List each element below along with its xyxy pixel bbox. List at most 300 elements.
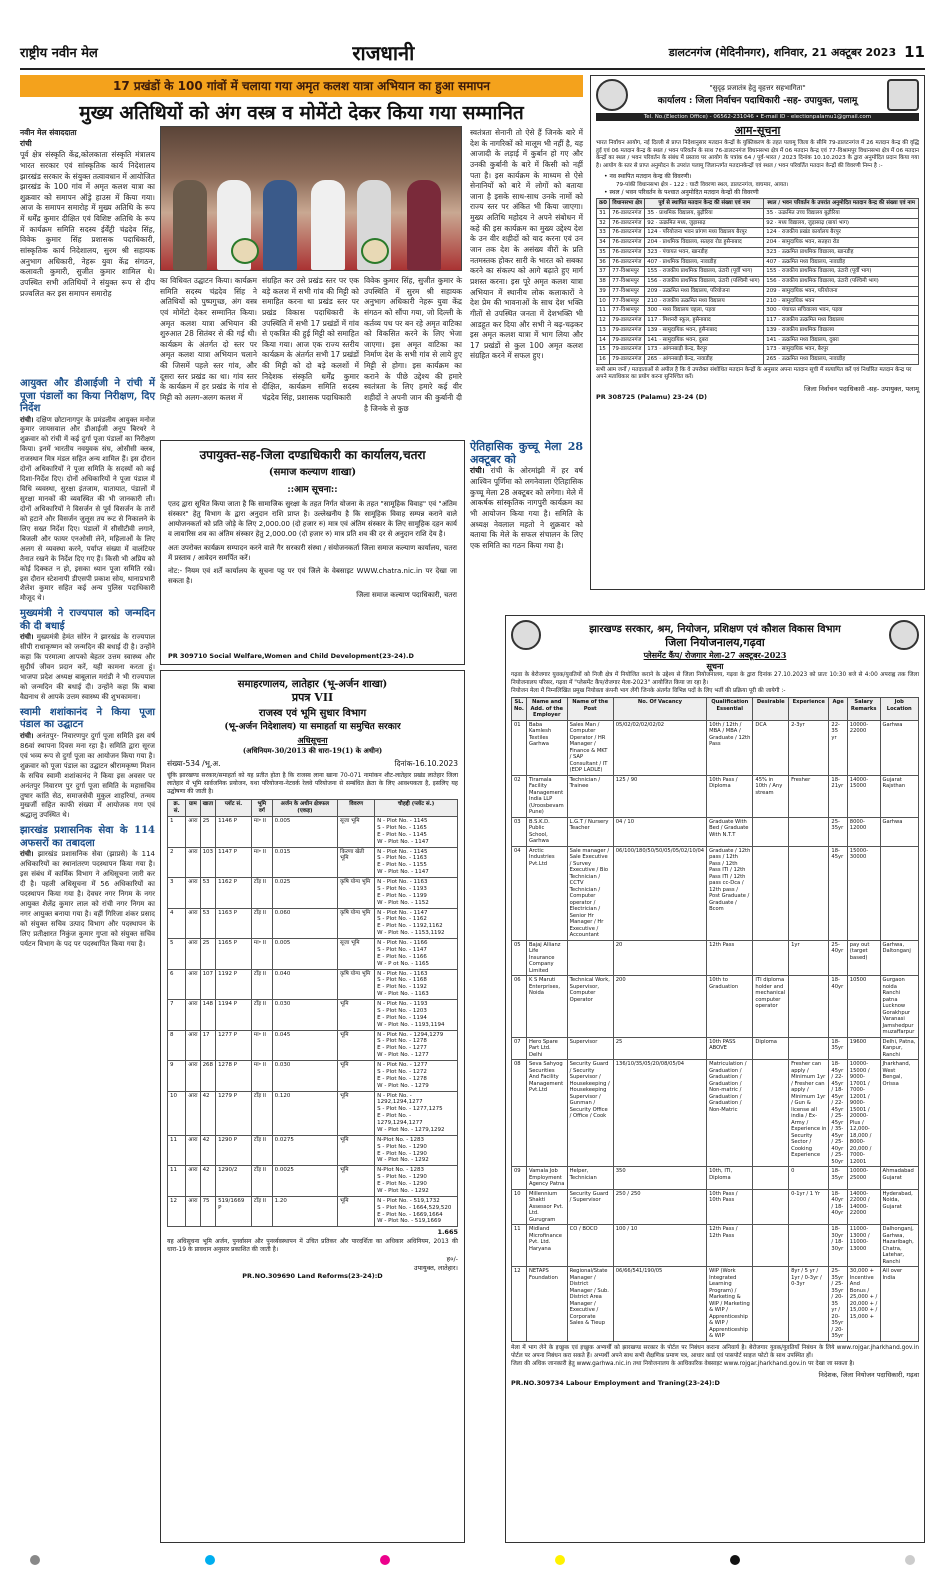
table-cell: 92 · मध्य विद्यालय, जुड़ासाढ़ (बायां भाग) <box>764 218 919 228</box>
table-cell: 323 · उत्क्रमित प्राथमिक विद्यालय, खानडीह <box>764 247 919 257</box>
table-cell: 300 · पंचायत सचिवालय भवन, पड़वा <box>764 306 919 316</box>
table-header-cell: Name and Add. of the Employer <box>526 698 567 721</box>
table-cell: 25 <box>613 1037 706 1060</box>
table-row <box>597 257 919 267</box>
table-cell: N - Plot No. - 1163 S - Plot No. - 1168 E - Plot No. - 1192 W - Plot No. - 1163 <box>375 969 458 1000</box>
table-row <box>168 1061 458 1092</box>
table-cell: 173 · आंगनबाड़ी केन्द्र, बैरपुर <box>645 345 764 355</box>
news-place: रांची। <box>20 415 34 424</box>
table-cell: 0.060 <box>272 908 337 939</box>
table-cell: कृषि योग्य भूमि <box>338 908 375 939</box>
table-cell: 250 / 250 <box>613 1189 706 1225</box>
table-cell: 0.0275 <box>272 1135 337 1166</box>
table-cell: 0.005 <box>272 817 337 848</box>
table-cell: 77-विश्रामपुर <box>610 306 645 316</box>
table-header-cell: विधानसभा क्षेत्र <box>610 199 645 209</box>
jharkhand-emblem-icon <box>511 620 541 650</box>
table-cell: 0 <box>789 1167 829 1190</box>
table-cell: मा॰ II <box>251 1030 272 1061</box>
table-row <box>597 316 919 326</box>
land-total: 1.665 <box>437 1228 458 1237</box>
skill-logo-icon <box>889 620 919 650</box>
table-cell: ITI diploma holder and mechanical computer operator <box>753 976 789 1038</box>
jobfair-event: प्लेसमेंट कैंप/ रोजगार मेला-27 अक्टूबर-2023 <box>643 650 787 660</box>
table-cell: मा॰ II <box>251 1061 272 1092</box>
table-cell: pay out (target based) <box>847 940 880 976</box>
table-cell: 10th, ITI, Diploma <box>707 1167 753 1190</box>
jobfair-notice <box>505 615 925 1543</box>
table-cell: 18-45yr / 22-45yr / 18-45yr / 22-45yr / 25-45yr / 35-45yr / 25-40yr / 25-50yr <box>829 1060 847 1167</box>
lead-photo <box>160 126 462 271</box>
table-cell: आरा <box>186 847 200 878</box>
table-cell: 100 / 10 <box>613 1225 706 1267</box>
table-cell: 03 <box>512 817 527 846</box>
table-row <box>168 847 458 878</box>
election-bullet-1: • नव स्थापित मतदान केन्द्र की विवरणी। <box>604 173 692 181</box>
lead-col-4: विवेक कुमार सिंह, सुजीत कुमार के उपस्थिति में सुरम श्री सहायक अनुभाग अधिकारी नेहरू युवा केंद्र संगठन को सौंपा गया, जो दिल्ली के कर्तव्य पथ पर बन रहे अमृत वाटिका को विकसित करने के लिए भेजा जाएगा। इस अमृत वाटिका का निर्माण देश के सभी गांव से लाये हुए मिट्टी से होगा। इस कार्यक्रम का कराने के पीछे उद्देश्य की हमारे स्वतंत्रता के लिए हमारे कई वीर शहीदों ने अपनी जान की कुर्बानी दी है जिनके से कुछ <box>364 276 462 413</box>
table-cell: 79-डालटनगंज <box>610 355 645 365</box>
welfare-title: ::आम सूचना:: <box>287 485 338 495</box>
table-row <box>168 817 458 848</box>
table-cell: 1192 P <box>216 969 252 1000</box>
table-cell: Dalhonganj, Garhwa, Hazaribagh, Chatra, Latehar, Ranchi <box>880 1225 918 1267</box>
land-act: अधिसूचना <box>297 735 328 745</box>
land-table <box>167 799 458 1227</box>
lead-col-5: स्वतंत्रता सेनानी तो ऐसे हैं जिनके बारे में देश के नागरिकों को मालूम भी नहीं है, यह आजादी के लड़ाई में कुर्बान हो गए और उनकी कुर्बानी के बारे में किसी को नहीं पता है। इस कार्यक्रम के माध्यम से ऐसे सेनानियों को बारे में लोगों को बताया जाना है इसके साथ-साथ उनके नामों को राज्य स्तर पर अंकित भी किया जाएगा। मुख्य अतिथि महोदय ने अपने संबोधन में कहे की इस कार्यक्रम का मुख्य उद्देश्य देश के उन वीर शहीदों को याद करना एवं उन जान तक देश के असंख्य वीरों के प्रति नतमस्तक होकर सारी के भारत को सबका करने का संकल्प को आगे बढ़ाते हुए मार्ग प्रशस्त करना। इस पूरे अमृत कलश यात्रा अभियान में स्थानीय लोक कलाकारों ने देश प्रेम की भावनाओं के साथ देश भक्ति गीतों से उपस्थित जनता में देशभक्ति भी आडहूत कर दिया और सभी ने बढ़-चढ़कर इस अमृत कलश यात्रा में भाग लिया और 17 प्रखंडों से कुल 100 अमृत कलश संग्रहित करने में सफल हुए। <box>470 128 583 361</box>
table-cell: 4 <box>168 908 186 939</box>
table-cell: 16 <box>597 355 610 365</box>
table-row <box>512 1267 919 1342</box>
table-cell: Security Guard / Supervisor <box>567 1189 613 1225</box>
table-row <box>168 1196 458 1227</box>
news-text: रांची के ओरमांझी में हर वर्ष आश्विन पूर्णिमा को लगनेवाला ऐतिहासिक कुच्चू मेला 28 अक्टूबर को लगेगा। मेले में आकर्षक सांस्कृतिक नागपुरी कार्यक्रम का भी आयोजन किया गया है। समिति के अध्यक्ष नेवलाल महतो ने शुक्रवार को बताया कि मेले के सफल संचालन के लिए एक समिति का गठन किया गया है। <box>470 466 583 550</box>
table-cell: कृषि योग्य भूमि <box>338 878 375 909</box>
table-cell: 77-विश्रामपुर <box>610 267 645 277</box>
election-signature: जिला निर्वाचन पदाधिकारी -सह- उपायुक्त, पलामू <box>804 385 919 394</box>
news-item <box>20 608 155 703</box>
table-cell: 14000-15000 <box>847 775 880 817</box>
table-cell: 76-डालटनगंज <box>610 238 645 248</box>
masthead <box>20 36 925 70</box>
table-cell: 1yr <box>789 940 829 976</box>
table-cell: Hyderabad, Noida, Gujarat <box>880 1189 918 1225</box>
table-cell: CO / BOCO <box>567 1225 613 1267</box>
election-notice <box>590 75 925 590</box>
table-row <box>168 1135 458 1166</box>
table-cell: 25 <box>200 939 216 970</box>
table-cell: आरा <box>186 878 200 909</box>
welfare-body-2: अतः उपरोक्त कार्यक्रम सम्पादन करने वाले गैर सरकारी संस्था / संयोजनकर्ता जिला समाज कल्याण कार्यालय, चतरा में प्रस्ताव / आवेदन समर्पित करें। <box>168 543 457 562</box>
table-cell: N-Plot No. - 1283 S - Plot No. - 1290 E - Plot No. - 1290 W - Plot No. - 1292 <box>375 1135 458 1166</box>
news-place: रांची। <box>20 850 34 859</box>
land-sub: (भू-अर्जन निदेशालय) या समाहर्ता या समुचित सरकार <box>224 722 401 732</box>
table-cell: N - Plot No. - 1145 S - Plot No. - 1165 E - Plot No. - 1145 W - Plot No. - 1147 <box>375 817 458 848</box>
table-cell: Seva Sahyog Securities And Facility Management Pvt.Ltd <box>526 1060 567 1167</box>
table-cell: 12 <box>168 1196 186 1227</box>
table-cell <box>789 1225 829 1267</box>
table-cell <box>753 1060 789 1167</box>
table-cell: 0.025 <box>272 878 337 909</box>
table-cell: 10000-25000 <box>847 1167 880 1190</box>
land-notice <box>160 670 465 1543</box>
election-bullet-2-text: स्थल / भवन परिवर्तन के पश्चात अनुमोदित मतदान केन्द्रों की विवरणी <box>609 189 759 197</box>
table-cell: Diploma <box>753 1037 789 1060</box>
table-cell <box>753 940 789 976</box>
table-cell: मा॰ II <box>251 817 272 848</box>
table-header-cell: Salary Remarks <box>847 698 880 721</box>
table-row <box>168 908 458 939</box>
color-mark <box>205 1555 215 1565</box>
table-cell: टाँड़ II <box>251 969 272 1000</box>
table-cell <box>753 1189 789 1225</box>
news-title: मुख्यमंत्री ने राज्यपाल को जन्मदिन की दी बधाई <box>20 608 155 632</box>
table-cell: 32 <box>597 218 610 228</box>
land-pr: PR.NO.309690 Land Reforms(23-24):D <box>242 1272 383 1281</box>
table-cell: 79-डालटनगंज <box>610 325 645 335</box>
table-cell: Sale manager / Sale Executive / Survey Executive / Bio Technician / CCTV Technician / Computer operator / Electrician / Senior Hr Manager / Hr Executive / Accountant <box>567 846 613 940</box>
table-cell: 42 <box>200 1091 216 1135</box>
table-cell: 519/1669 P <box>216 1196 252 1227</box>
election-bullet-1-text: नव स्थापित मतदान केन्द्र की विवरणी। <box>609 173 692 181</box>
table-row <box>168 969 458 1000</box>
news-text: मुख्यमंत्री हेमंत सोरेन ने झारखंड के राज्यपाल सीपी राधाकृष्णन को जन्मदिन की बधाई दी है। उन्होंने कहा कि परमात्मा आपको बेहतर उत्तम स्वास्थ्य और सुदीर्घ जीवन प्रदान करें, यही कामना करता हूं। भाजपा प्रदेश अध्यक्ष बाबूलाल मरांडी ने भी राज्यपाल को जन्मदिन की बधाई दी। उन्होंने कहा कि बाबा वैद्यनाथ से आपके उत्तम स्वास्थ्य की शुभकामना। <box>20 633 155 701</box>
left-news-column <box>20 378 155 1543</box>
news-place: रांची। <box>470 466 485 476</box>
table-cell: Garhwa, Daltonganj <box>880 940 918 976</box>
table-cell: 06/100/180/50/50/05/05/02/10/04 <box>613 846 706 940</box>
table-cell: 33 <box>597 228 610 238</box>
table-cell <box>789 1037 829 1060</box>
welfare-office: उपायुक्त-सह-जिला दण्डाधिकारी का कार्यालय,चतरा <box>199 448 426 462</box>
jobfair-footer: मेला में भाग लेने के इच्छुक एवं इच्छुक अभ्यर्थी को झारखण्ड सरकार के पोर्टल पर निबंधन कराना अनिवार्य है। बेरोजगार युवक/युवतियाँ निबंधन के लिये www.rojgar.jharkhand.gov.in पोर्टल पर अपना निबंधन करा सकते हैं। अभ्यर्थी अपने साथ सभी शैक्षणिक प्रमाण पत्र, आधार कार्ड एवं पासपोर्ट साइज फोटो के साथ उपस्थित हों। <box>511 1344 919 1359</box>
table-cell: 10 <box>597 296 610 306</box>
table-cell: 1277 P <box>216 1030 252 1061</box>
table-cell: 77-विश्रामपुर <box>610 296 645 306</box>
table-cell: मा॰ II <box>251 847 272 878</box>
table-cell: 10500 <box>847 976 880 1038</box>
table-cell: 1279 P <box>216 1091 252 1135</box>
table-cell: 12 <box>512 1267 527 1342</box>
table-cell: भूमि <box>338 1061 375 1092</box>
lead-col-2: का विधिवत उद्घाटन किया। कार्यक्रम समिति सदस्य चंद्रदेव सिंह ने अतिथियों को पुष्पगुच्छ, अंग वस्त्र एवं मोमेंटो देकर सम्मानित किया। अमृत कलश यात्रा अभियान की शुरुआत 28 सितंबर से की गई थी। कार्यक्रम के अंतर्गत दो स्तर पर अमृत कलश यात्रा अभियान चलाने की जिसमें पहले स्तर गांव, और दूसरा स्तर प्रखंड का था। गांव स्तर के कार्यक्रम में हर प्रखंड के गांव से मिट्टी को अलग-अलग कलश में <box>160 276 257 403</box>
table-cell: 0.0025 <box>272 1166 337 1197</box>
table-cell: आरा <box>186 1091 200 1135</box>
page-number: 11 <box>904 43 925 61</box>
jobfair-title: सूचना <box>706 661 724 671</box>
color-mark <box>905 1555 915 1565</box>
jobfair-office: जिला नियोजनालय,गढ़वा <box>665 635 765 649</box>
table-cell: 9 <box>168 1061 186 1092</box>
table-cell: 117 · मिशनरी स्कूल, हुसैनाबाद <box>645 316 764 326</box>
table-header-cell: चौहद्दी (प्लॉट सं.) <box>375 800 458 817</box>
table-cell: 173 · सामुदायिक भवन, बैरपुर <box>764 345 919 355</box>
table-cell: 34 <box>597 238 610 248</box>
lead-col-3: संग्रहित कर उसे प्रखंड स्तर पर एक बड़े कलश में सभी गांव की मिट्टी को समाहित करना था प्रखंड स्तर पर प्रखंड विकास पदाधिकारी के उपस्थिति में सभी 17 प्रखंडों में गांव से एकत्रित की हुई मिट्टी को समाहित किया गया। आज एक राज्य स्तरीय कार्यक्रम के अंतर्गत सभी 17 प्रखंडों की मिट्टी को दो बड़े कलशों में निदेशक संस्कृति धर्मेंद्र कुमार दीक्षित, कार्यक्रम समिति सदस्य चंद्रदेव सिंह, प्रशासक पदाधिकारी <box>262 276 359 403</box>
table-cell: 11 <box>597 306 610 316</box>
news-text: दक्षिण छोटानागपुर के प्रमंडलीय आयुक्त मनोज कुमार जायसवाल और डीआईजी अनूप बिरथरे ने शुक्रवार को रांची में कई दुर्गा पूजा पंडालों का निरीक्षण किया। इनमें भारतीय नवयुवक संघ, ओसीसी क्लब, राजस्थान मित्र मंडल सहित अन्य शामिल हैं। इस दौरान दोनों अधिकारियों ने पूजा समिति के सदस्यों को कई दिशा-निर्देश दिए। दोनों अधिकारियों ने पूजा पंडाल में विधि व्यवस्था, सुरक्षा इंतजाम, यातायात, पंडालों में सुरक्षा मानकों की व्यवस्थित की भी जानकारी ली। दोनों अधिकारियों ने विसर्जन से पूर्व विसर्जन के तारों को हटाने और विसर्जन जुलूस तय रूट से निकालने के लिए सख्त निर्देश दिए। पंडालों में सीसीटीवी लगाने, बिजली और फायर एनओसी लेने, महिलाओं के लिए अलग से व्यवस्था करने, पर्याप्त संख्या में वालंटियर तैनात रखने के निर्देश दिए गए हैं। किसी भी अप्रिय को कोई दिक्कत न हो, इसका ध्यान पूजा समिति रखे। इस दौरान स्टेशनापी डीएसपी प्रकाश सोय, थानाप्रभारी शैलेश कुमार सहित कई अन्य पुलिस पदाधिकारी मौजूद थे। <box>20 415 156 603</box>
table-cell: 20 <box>613 940 706 976</box>
table-cell: N - Plot No. - 1163 S - Plot No. - 1193 E - Plot No. - 1199 W - Plot No. - 1152 <box>375 878 458 909</box>
table-row <box>512 940 919 976</box>
jobfair-pr: PR.NO.309734 Labour Employment and Traning(23-24):D <box>511 1379 720 1388</box>
table-cell: Supervisor <box>567 1037 613 1060</box>
table-cell: मा॰ II <box>251 939 272 970</box>
table-cell: 12 <box>597 316 610 326</box>
table-cell: N - Plot No. - 1166 S - Plot No. - 1147 E - Plot No. - 1166 W - P ot No. - 1165 <box>375 939 458 970</box>
table-cell: 10 <box>512 1189 527 1225</box>
land-dept: राजस्व एवं भूमि सुधार विभाग <box>258 708 367 719</box>
table-cell: 25-35yr / 25-35yr / 20-35 yr / 20-35yr / 20-35yr <box>829 1267 847 1342</box>
election-title: आम-सूचना <box>734 124 781 137</box>
photo-kalash <box>231 238 259 264</box>
table-cell: 323 · पंचायत भवन, खानडीह <box>645 247 764 257</box>
table-cell: 5 <box>168 939 186 970</box>
table-cell: सूजा भूमि <box>338 939 375 970</box>
emblem-icon <box>596 79 628 111</box>
table-cell: 148 <box>200 1000 216 1031</box>
table-cell: 1290/2 <box>216 1166 252 1197</box>
table-cell <box>567 940 613 976</box>
table-cell: 05 <box>512 940 527 976</box>
table-cell: 04 <box>512 846 527 940</box>
table-cell: Baba Kamlesh Textiles Garhwa <box>526 720 567 775</box>
table-cell: 76-डालटनगंज <box>610 228 645 238</box>
table-cell: N - Plot No. - 1147 S - Plot No. - 1162 E - Plot No. - 1192,1162 W - Plot No. - 1153,1192 <box>375 908 458 939</box>
table-cell: 35 · उत्क्रमित उच्च विद्यालय बुढ़ौरिया <box>764 208 919 218</box>
table-cell: 25 <box>200 817 216 848</box>
table-cell: 0.015 <box>272 847 337 878</box>
jobfair-intro: गढ़वा के बेरोजगार युवक/युवतियों को निजी क्षेत्र में नियोजित कराने के उद्देश्य से जिला नियोजनालय, गढ़वा के द्वारा दिनांक 27.10.2023 को प्रातः 10:30 बजे से 4:00 अपराह्न तक जिला नियोजनालय परिसर, गढ़वा में "प्लेसमेंट कैंप/रोजगार मेला-2023" आयोजित किया जा रहा है। <box>511 672 919 686</box>
table-cell: 79-डालटनगंज <box>610 335 645 345</box>
photo-figure <box>407 180 441 270</box>
news-place: रांची। <box>20 633 34 642</box>
table-cell: 76-डालटनगंज <box>610 247 645 257</box>
table-cell: 6 <box>168 969 186 1000</box>
table-cell: 155 · राजकीय प्राथमिक विद्यालय, उंटारी (पूर्वी भाग) <box>645 267 764 277</box>
table-cell: 75 <box>200 1196 216 1227</box>
table-cell: 25-35yr <box>829 817 847 846</box>
election-header-text <box>632 84 883 106</box>
land-signature: ह०/- उपायुक्त, लातेहार। <box>413 1255 458 1273</box>
table-cell: 7 <box>168 1000 186 1031</box>
election-bullet-1b: 79-पांकी विधानसभा क्षेत्र - 122 : घाटी विवरणा स्थल, डालटनगंज, वाघमार, आयत। <box>616 182 789 189</box>
news-title: आयुक्त और डीआईजी ने रांची में पूजा पंडालों का किया निरीक्षण, दिए निर्देश <box>20 378 155 414</box>
photo-figure <box>173 180 207 270</box>
table-header-cell: भूमि वर्ग <box>251 800 272 817</box>
kuchchu-news <box>470 440 583 610</box>
table-row <box>597 247 919 257</box>
table-cell: 79-डालटनगंज <box>610 345 645 355</box>
table-row <box>597 335 919 345</box>
table-cell: Bajaj Allianz Life Insurance Company Limited <box>526 940 567 976</box>
table-row <box>512 1189 919 1225</box>
table-header-cell: SL. No. <box>512 698 527 721</box>
table-header-cell: अर्जन के अधीन क्षेत्रफल (एकड़) <box>272 800 337 817</box>
table-cell: 407 · प्राथमिक विद्यालय, नावाडीह <box>645 257 764 267</box>
table-cell: 1278 P <box>216 1061 252 1092</box>
lead-col-1 <box>20 128 155 368</box>
table-cell: 8 <box>168 1030 186 1061</box>
table-cell: 18-40yr <box>829 976 847 1038</box>
newspaper-name: राष्ट्रीय नवीन मेल <box>20 46 98 61</box>
table-cell: भूमि <box>338 1030 375 1061</box>
table-cell: 210 · राजकीय उत्क्रमित मध्य विद्यालय <box>645 296 764 306</box>
table-cell <box>789 817 829 846</box>
table-cell: N - Plot No. - 1193 S - Plot No. - 1203 E - Plot No. - 1194 W - Plot No. - 1193,1194 <box>375 1000 458 1031</box>
table-cell: टाँड़ II <box>251 1135 272 1166</box>
table-cell: N-Plot No. - 1283 S - Plot No. - 1290 E - Plot No. - 1290 W - Plot No. - 1292 <box>375 1166 458 1197</box>
table-cell: 76-डालटनगंज <box>610 208 645 218</box>
table-row <box>512 817 919 846</box>
table-cell: L.G.T / Nursery Teacher <box>567 817 613 846</box>
table-cell: 141 · सामुदायिक भवन, दुबरा <box>645 335 764 345</box>
table-cell: Tiramala Facility Management India LLP (Uroosbevam Pune) <box>526 775 567 817</box>
news-item <box>20 378 155 604</box>
table-cell: आरा <box>186 908 200 939</box>
table-cell: 139 · राजकीय प्राथमिक विद्यालय <box>764 325 919 335</box>
table-cell: 10000-15000 / 9000-17001 / 7000-12001 / 9000-15001 / 20000-Plus / 12,000-18,000 / 8000-20,000 / 7000-12001 <box>847 1060 880 1167</box>
table-row <box>597 296 919 306</box>
table-cell: 0.030 <box>272 1061 337 1092</box>
table-cell <box>880 846 918 940</box>
table-cell: 08 <box>512 1060 527 1167</box>
table-cell: 117 · राजकीय उत्क्रमित मध्य विद्यालय <box>764 316 919 326</box>
photo-kalash <box>361 238 389 264</box>
table-cell: 11 <box>168 1135 186 1166</box>
election-table-body <box>597 208 919 364</box>
land-ref-no: संख्या-534 /भू.अ. <box>167 759 221 768</box>
table-cell: N - Plot No. - 1277 S - Plot No. - 1272 E - Plot No. - 1278 W - Plot No. - 1279 <box>375 1061 458 1092</box>
welfare-dept: (समाज कल्याण शाखा) <box>268 467 357 478</box>
table-row <box>168 1166 458 1197</box>
table-cell: 1 <box>168 817 186 848</box>
jobfair-footer-2: जिला की अधिक जानकारी हेतु www.garhwa.nic.in तथा नियोजनालय के आधिकारिक वेबसाइट www.rojgar.jharkhand.gov.in पर देखा जा सकता है। <box>511 1360 855 1367</box>
table-cell: Gujarat Rajsthan <box>880 775 918 817</box>
table-cell: 265 · आंगनबाड़ी केन्द्र, नावाडीह <box>645 355 764 365</box>
table-cell: आरा <box>186 939 200 970</box>
news-body <box>20 633 155 703</box>
table-cell: 18-35yr <box>829 1167 847 1190</box>
table-cell: 79-डालटनगंज <box>610 316 645 326</box>
table-cell: 15000-30000 <box>847 846 880 940</box>
table-row <box>512 1167 919 1190</box>
table-cell: 265 · उत्क्रमित मध्य विद्यालय, नावाडीह <box>764 355 919 365</box>
table-cell: 124 · परियोजना भवन प्रांगण मध्य विद्यालय बैरपुर <box>645 228 764 238</box>
table-cell: 10th / 12th / MBA / MBA / Graduate / 12th Pass <box>707 720 753 775</box>
table-cell: Jharkhand, West Bengal, Orissa <box>880 1060 918 1167</box>
table-cell: 10000-22000 <box>847 720 880 775</box>
table-row <box>168 939 458 970</box>
table-cell <box>753 846 789 940</box>
table-cell <box>753 1167 789 1190</box>
table-header-cell: Job Location <box>880 698 918 721</box>
table-cell: N - Plot No. - 519,1732 S - Plot No. - 1664,529,520 E - Plot No. - 1669,1664 W - Plot No. - 519,1669 <box>375 1196 458 1227</box>
table-cell <box>753 817 789 846</box>
table-cell: 0-1yr / 1 Yr <box>789 1189 829 1225</box>
table-cell: Gurgaon noida Ranchi patna Lucknow Gorakhpur Varanasi Jamshedpur muzaffarpur <box>880 976 918 1038</box>
table-cell: 139 · सामुदायिक भवन, हुसैनाबाद <box>645 325 764 335</box>
table-cell: आरा <box>186 969 200 1000</box>
table-row <box>597 267 919 277</box>
table-row <box>512 1037 919 1060</box>
table-header-cell: Desirable <box>753 698 789 721</box>
table-cell: B.S.K.D. Public School, Garhwa <box>526 817 567 846</box>
table-cell: 76-डालटनगंज <box>610 218 645 228</box>
table-cell: 1163 P <box>216 908 252 939</box>
table-cell: 8yr / 5 yr / 1yr / 0-3yr / 0-3yr <box>789 1267 829 1342</box>
news-text: अनंतपुर- निवारणपुर दुर्गा पूजा समिति इस वर्ष 86वां स्थापना दिवस मना रहा है। समिति द्वारा सूरज एवं भव्य रूप से दुर्गा पूजा का आयोजन किया गया है। शुक्रवार को पूजा पंडाल का उद्घाटन श्रीरामकृष्ण मिशन के सचिव स्वामी शशांकानंद ने किया इस अवसर पर अनंतपुर निवारण पुर दुर्गा पूजा समिति के महासचिव तुषार कांति सेठ, समाजसेवी मुकुल शाहरियां, तन्मय मुखर्जी सहित काफी संख्या में आयोजक गण एवं श्रद्धालु उपस्थित थे। <box>20 731 155 820</box>
photo-figure <box>263 180 297 270</box>
table-cell: किरणा खेती भूमि <box>338 847 375 878</box>
dateline-group <box>669 43 925 61</box>
table-cell: 18-30yr / 18-30yr <box>829 1225 847 1267</box>
jobfair-header-text <box>545 621 885 650</box>
table-cell: टाँड़ II <box>251 1166 272 1197</box>
table-row <box>512 775 919 817</box>
table-cell: टाँड़ II <box>251 1196 272 1227</box>
table-cell: 1162 P <box>216 878 252 909</box>
table-cell: WIP (Work Integrated Learning Program) / Marketing & WIP / Marketing & WIP / Apprenticeship & WIP / Apprenticeship & WIP <box>707 1267 753 1342</box>
table-cell: 200 <box>613 976 706 1038</box>
table-row <box>597 306 919 316</box>
table-cell: टाँड़ II <box>251 1000 272 1031</box>
table-cell: 18-45yr <box>829 846 847 940</box>
table-cell: Delhi, Patna, Kanpur, Ranchi <box>880 1037 918 1060</box>
table-cell: 30,000 + Incentive And Bonus / 25,000 + / 20,000 + / 15,000 + / 15,000 + <box>847 1267 880 1342</box>
table-cell: N - Plot No. - 1145 S - Plot No. - 1163 E - Plot No. - 1155 W - Plot No. - 1147 <box>375 847 458 878</box>
table-cell: 22-35 yr <box>829 720 847 775</box>
table-cell <box>789 846 829 940</box>
table-header-cell: क्र. सं. <box>168 800 186 817</box>
table-cell: Hero Spare Part Ltd. Delhi <box>526 1037 567 1060</box>
news-item <box>20 707 155 821</box>
jobfair-header <box>511 620 919 650</box>
table-cell: 06 <box>512 976 527 1038</box>
election-header <box>596 79 919 111</box>
land-date: दिनांक-16.10.2023 <box>394 759 458 768</box>
table-header-cell: No. Of Vacancy <box>613 698 706 721</box>
table-cell: Ahmadabad Gujarat <box>880 1167 918 1190</box>
lead-headline: मुख्य अतिथियों को अंग वस्त्र व मोमेंटो देकर किया गया सम्मानित <box>79 102 524 124</box>
table-cell: 31 <box>597 208 610 218</box>
table-cell: Helper, Technician <box>567 1167 613 1190</box>
table-cell: 53 <box>200 878 216 909</box>
table-cell: 204 · प्राथमिक विद्यालय, सतहरा रोड हुसैनाबाद <box>645 238 764 248</box>
lead-text-1: पूर्व क्षेत्र संस्कृति केंद्र,कोलकाता संस्कृति मंत्रालय भारत सरकार एवं सांस्कृतिक कार्य निदेशालय झारखंड सरकार के संयुक्त तत्वावधान में आयोजित झारखंड के 100 गांव में अमृत कलश यात्रा का शुक्रवार को समापन ऑड्रे हाउस में किया गया। आज के समापन समारोह में मुख्य अतिथि के रूप में धर्मेंद्र कुमार दीक्षित एवं विशिष्ट अतिथि के रूप में कार्यक्रम समिति सदस्य ईर्वेंट्री चंद्रदेव सिंह, विवेक कुमार सिंह प्रशासक पदाधिकारी, सांस्कृतिक कार्य निदेशालय, सुरम श्री सहायक अनुभाग अधिकारी, नेहरू युवा केंद्र संगठन, कलावती कुमारी, सुजीत कुमार शामिल थे। उपस्थित सभी अतिथियों ने संयुक्त रूप से दीप प्रज्वलित कर इस समापन समारोह <box>20 150 156 298</box>
table-cell: 15 <box>597 345 610 355</box>
table-cell: टाँड़ II <box>251 908 272 939</box>
jobfair-table-body <box>512 720 919 1341</box>
table-cell: Arctic Industries Pvt.Ltd <box>526 846 567 940</box>
table-row <box>597 228 919 238</box>
table-cell: आरा <box>186 1135 200 1166</box>
table-cell: 02 <box>512 775 527 817</box>
table-cell: 268 <box>200 1061 216 1092</box>
table-header-cell: खाता <box>200 800 216 817</box>
table-header-cell: Name of the Post <box>567 698 613 721</box>
table-cell: कृषि योग्य भूमि <box>338 969 375 1000</box>
table-cell <box>753 1267 789 1342</box>
table-cell: 01 <box>512 720 527 775</box>
table-cell: 11000-13000 / 11000-13000 <box>847 1225 880 1267</box>
table-cell: Garhwa <box>880 720 918 775</box>
table-cell: All over India <box>880 1267 918 1342</box>
table-cell: 37 <box>597 267 610 277</box>
table-cell: 210 · सामुदायिक भवन <box>764 296 919 306</box>
table-row <box>512 720 919 775</box>
table-cell: 156 · राजकीय प्राथमिक विद्यालय, उंटारी (पश्चिमी भाग) <box>645 277 764 287</box>
table-cell: भूमि <box>338 1000 375 1031</box>
